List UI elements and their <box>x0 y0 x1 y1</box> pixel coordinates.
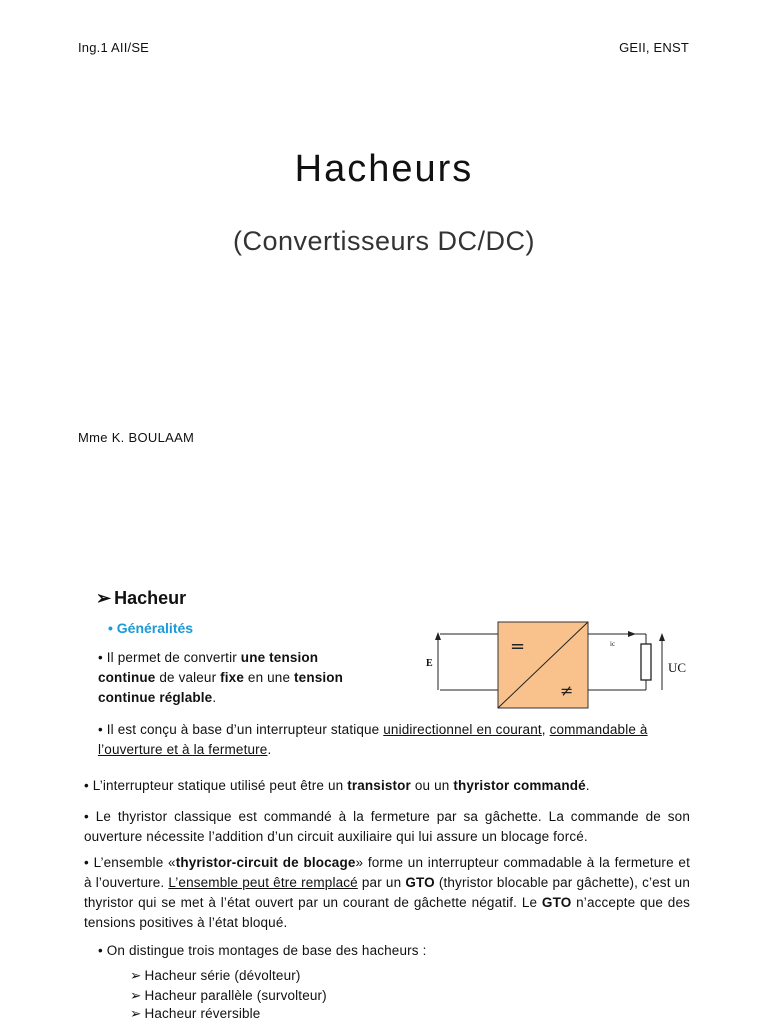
bold-text: fixe <box>220 670 245 685</box>
text: Le thyristor classique est commandé à la fermeture par sa gâchette. La commande de son ouverture nécessite l’addition d’un circuit auxiliaire qui lui assure un blocage forcé. <box>84 809 690 844</box>
montage-item-parallele <box>130 986 327 1006</box>
text: par un <box>357 875 406 890</box>
text: , <box>541 722 550 737</box>
paragraph-generalites-2 <box>98 720 698 760</box>
underlined-text: L’ensemble peut être remplacé <box>168 875 358 890</box>
bullet-ensemble-gto <box>84 853 690 933</box>
bullet: • <box>98 943 107 958</box>
current-arrow-icon <box>628 631 636 637</box>
load-resistor <box>641 644 651 680</box>
dc-equal-icon: = <box>510 636 526 657</box>
text: en une <box>244 670 295 685</box>
author: Mme K. BOULAAM <box>78 430 195 445</box>
arrow-icon: ➢ <box>96 588 112 608</box>
text: Il permet de convertir <box>106 650 241 665</box>
text: L’interrupteur statique utilisé peut être un <box>92 778 348 793</box>
text: . <box>585 778 590 793</box>
bullet: • <box>98 722 107 737</box>
bullet: • <box>84 855 94 870</box>
montage-item-reversible <box>130 1004 260 1024</box>
text: (thyristor blocable par gâchette), c’est un thyristor qui se met à l’état ouvert par un courant de gâchette négatif. Le <box>84 875 690 910</box>
arrow-head-icon <box>435 632 441 640</box>
underlined-text: commandable à l’ouverture et à la fermeture <box>98 722 648 757</box>
label-ic: ic <box>610 640 616 648</box>
text: de valeur <box>155 670 221 685</box>
text: ou un <box>410 778 454 793</box>
text: n’accepte que des tensions positives à l’état bloqué. <box>84 895 690 930</box>
chopper-diagram <box>420 618 670 714</box>
bullet-interrupteur <box>84 776 694 796</box>
header-left: Ing.1 AII/SE <box>78 40 150 55</box>
bullet: • <box>98 650 107 665</box>
arrow-icon: ➢ <box>130 988 142 1003</box>
page-subtitle: (Convertisseurs DC/DC) <box>232 226 536 256</box>
montage-label: Hacheur réversible <box>144 1006 261 1021</box>
section-heading-label: Hacheur <box>114 588 187 608</box>
text: Il est conçu à base d’un interrupteur statique <box>106 722 384 737</box>
bullet-montages-intro <box>98 941 688 961</box>
page-title: Hacheurs <box>294 148 474 190</box>
bullet: • <box>84 809 96 824</box>
bold-text: transistor <box>347 778 411 793</box>
montage-label: Hacheur série (dévolteur) <box>144 968 301 983</box>
label-e: E <box>426 658 433 669</box>
text: . <box>212 690 217 705</box>
arrow-icon: ➢ <box>130 1006 142 1021</box>
bold-text: GTO <box>541 895 572 910</box>
bold-text: tension continue réglable <box>98 670 344 705</box>
section-subheading: • Généralités <box>108 620 194 636</box>
arrow-icon: ➢ <box>130 968 142 983</box>
bold-text: thyristor commandé <box>453 778 586 793</box>
label-uc: UC <box>668 660 687 675</box>
section-heading <box>96 588 186 609</box>
text: . <box>267 742 272 757</box>
bullet-thyristor-classique <box>84 807 690 847</box>
bold-text: thyristor-circuit de blocage <box>175 855 356 870</box>
header-right: GEII, ENST <box>619 40 689 55</box>
bullet: • <box>84 778 93 793</box>
bold-text: une tension continue <box>98 650 319 685</box>
arrow-head-icon <box>659 633 665 641</box>
bold-text: GTO <box>405 875 435 890</box>
underlined-text: unidirectionnel en courant <box>383 722 542 737</box>
montage-item-serie <box>130 966 301 986</box>
paragraph-generalites-1 <box>98 648 376 708</box>
text: On distingue trois montages de base des hacheurs : <box>106 943 427 958</box>
dc-notequal-icon: ≠ <box>560 681 574 700</box>
text: » forme un interrupteur commadable à la fermeture et à l’ouverture. <box>84 855 690 890</box>
montage-label: Hacheur parallèle (survolteur) <box>144 988 327 1003</box>
text: L’ensemble « <box>93 855 176 870</box>
